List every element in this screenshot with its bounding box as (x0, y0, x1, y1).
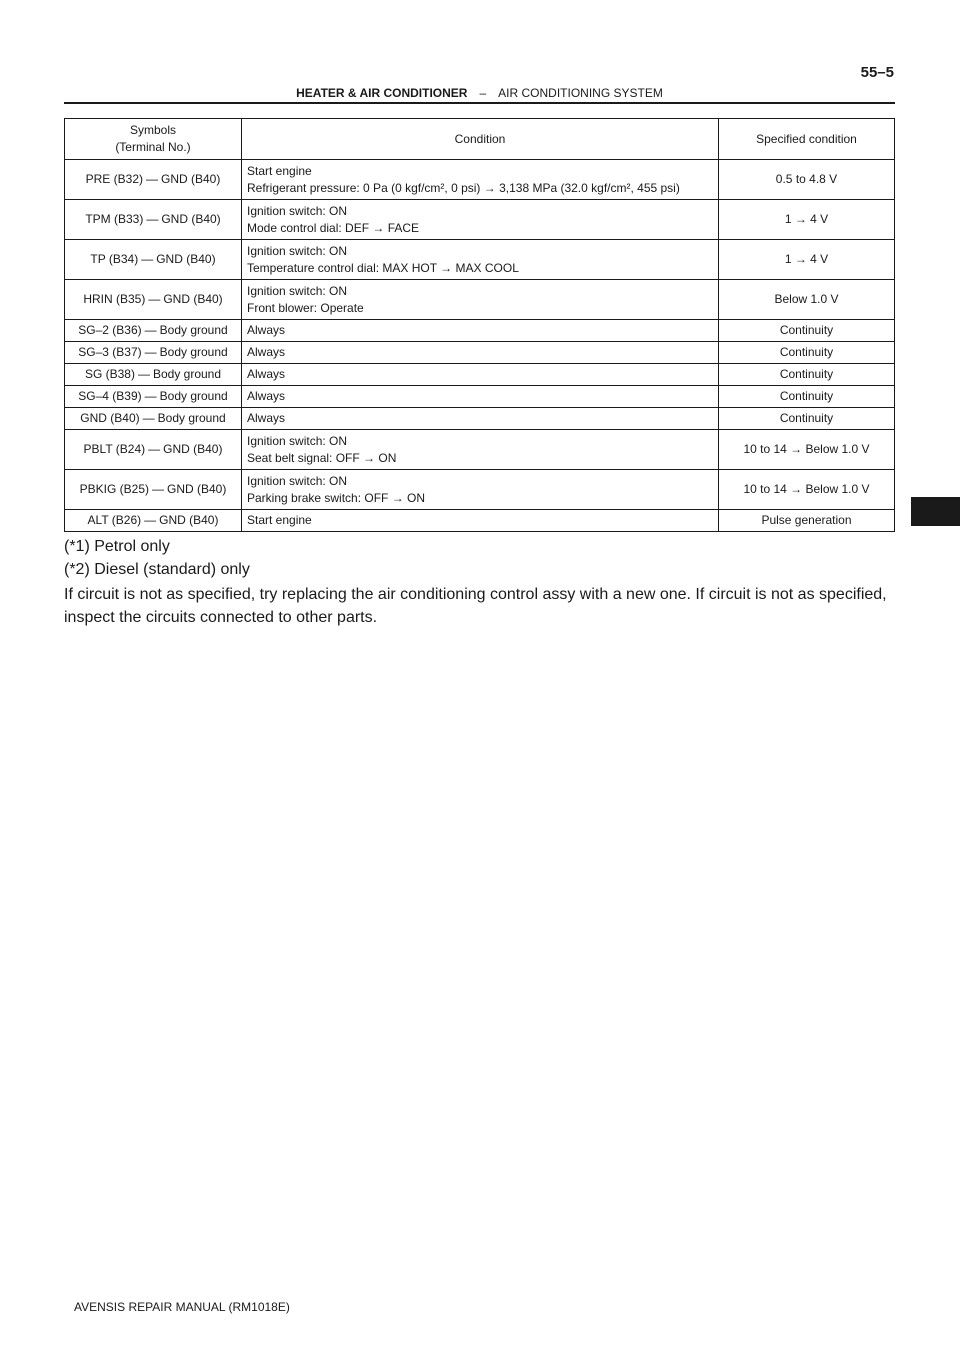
condition-line: Ignition switch: ON (247, 203, 348, 218)
condition-cell (242, 364, 719, 386)
terminal-symbol-cell (65, 160, 242, 200)
terminal-connector: — (148, 292, 161, 306)
condition-cell (242, 320, 719, 342)
table-row (65, 160, 895, 200)
note-petrol: (*1) Petrol only (64, 538, 170, 555)
terminal-to: Body ground (159, 345, 228, 359)
terminal-connector: — (148, 442, 161, 456)
terminal-to: Body ground (152, 367, 222, 381)
condition-cell (242, 342, 719, 364)
subsection-name: AIR CONDITIONING SYSTEM (498, 86, 663, 100)
instruction-paragraph: If circuit is not as specified, try replacing the air conditioning control assy with a new one. If circuit is not as specified, inspect the circuits connected to other parts. (64, 586, 887, 626)
section-separator: – (479, 86, 487, 100)
condition-line: Always (247, 411, 286, 425)
condition-cell (242, 470, 719, 510)
terminal-to: Body ground (159, 323, 228, 337)
terminal-symbol-cell (65, 408, 242, 430)
terminal-to: GND (B40) (163, 442, 223, 456)
header-condition: Condition (242, 119, 719, 160)
terminal-symbol-cell (65, 342, 242, 364)
terminal-symbol-cell (65, 320, 242, 342)
specified-condition-cell: Continuity (719, 342, 895, 364)
table-row (65, 364, 895, 386)
terminal-from: PRE (B32) (85, 172, 143, 186)
condition-line: Refrigerant pressure: 0 Pa (0 kgf/cm², 0 psi) → 3,138 MPa (32.0 kgf/cm², 455 psi) (247, 180, 680, 195)
terminal-from: SG (B38) (84, 367, 135, 381)
terminal-connector: — (141, 252, 154, 266)
terminal-from: SG–4 (B39) (78, 389, 142, 403)
terminal-connector: — (142, 411, 155, 425)
terminal-connector: — (152, 482, 164, 496)
terminal-symbol-cell (65, 430, 242, 470)
header-symbols (65, 119, 242, 160)
terminal-symbol-cell (65, 386, 242, 408)
table-row (65, 240, 895, 280)
terminal-symbol-cell (65, 470, 242, 510)
terminal-symbol-cell (65, 200, 242, 240)
condition-line: Ignition switch: ON (247, 473, 348, 488)
specified-condition-cell: Continuity (719, 386, 895, 408)
terminal-connector: — (137, 367, 150, 381)
table-row (65, 200, 895, 240)
terminal-connector: — (144, 323, 157, 337)
specified-condition-cell: 10 to 14 → Below 1.0 V (719, 430, 895, 470)
condition-cell (242, 280, 719, 320)
terminal-to: GND (B40) (161, 172, 221, 186)
condition-cell (242, 408, 719, 430)
condition-cell (242, 200, 719, 240)
condition-line: Always (247, 345, 286, 359)
condition-line: Always (247, 323, 286, 337)
terminal-inspection-table (64, 118, 895, 532)
condition-line: Ignition switch: ON (247, 283, 348, 298)
condition-line: Temperature control dial: MAX HOT → MAX COOL (247, 260, 519, 275)
table-row (65, 408, 895, 430)
specified-condition-cell: Continuity (719, 408, 895, 430)
condition-line: Always (247, 389, 286, 403)
condition-line: Start engine (247, 513, 312, 527)
terminal-to: GND (B40) (159, 513, 219, 527)
specified-condition-cell: 10 to 14 → Below 1.0 V (719, 470, 895, 510)
specified-condition-cell: 0.5 to 4.8 V (719, 160, 895, 200)
terminal-connector: — (146, 172, 158, 186)
header-symbols-line1: Symbols (129, 123, 176, 137)
specified-condition-cell: Pulse generation (719, 510, 895, 532)
specified-condition-cell: 1 → 4 V (719, 240, 895, 280)
terminal-symbol-cell (65, 510, 242, 532)
section-thumb-tab (911, 497, 960, 526)
condition-cell (242, 160, 719, 200)
condition-line: Ignition switch: ON (247, 433, 348, 448)
condition-line: Mode control dial: DEF → FACE (247, 220, 420, 235)
condition-line: Front blower: Operate (247, 300, 364, 315)
table-row (65, 320, 895, 342)
terminal-connector: — (144, 345, 157, 359)
page-footer: AVENSIS REPAIR MANUAL (RM1018E) (74, 1300, 290, 1314)
specified-condition-cell: Continuity (719, 320, 895, 342)
header-specified-condition: Specified condition (719, 119, 895, 160)
section-name: HEATER & AIR CONDITIONER (296, 86, 468, 100)
terminal-to: GND (B40) (167, 482, 227, 496)
terminal-to: GND (B40) (161, 212, 221, 226)
header-symbols-line2: (Terminal No.) (115, 140, 191, 154)
terminal-from: GND (B40) (80, 411, 140, 425)
table-row (65, 470, 895, 510)
terminal-connector: — (146, 212, 159, 226)
condition-line: Parking brake switch: OFF → ON (247, 490, 426, 505)
condition-cell (242, 510, 719, 532)
terminal-from: SG–2 (B36) (78, 323, 142, 337)
note-diesel: (*2) Diesel (standard) only (64, 561, 250, 578)
specified-condition-cell: Continuity (719, 364, 895, 386)
terminal-connector: — (144, 513, 157, 527)
terminal-to: Body ground (157, 411, 226, 425)
terminal-from: PBLT (B24) (83, 442, 146, 456)
terminal-from: TPM (B33) (85, 212, 144, 226)
condition-line: Seat belt signal: OFF → ON (247, 450, 397, 465)
condition-cell (242, 240, 719, 280)
page-number: 55–5 (860, 64, 894, 81)
condition-line: Ignition switch: ON (247, 243, 348, 258)
specified-condition-cell: Below 1.0 V (719, 280, 895, 320)
terminal-from: HRIN (B35) (83, 292, 146, 306)
page-header (64, 84, 895, 104)
condition-cell (242, 430, 719, 470)
table-body (65, 160, 895, 532)
condition-cell (242, 386, 719, 408)
condition-line: Always (247, 367, 286, 381)
specified-condition-cell: 1 → 4 V (719, 200, 895, 240)
terminal-to: Body ground (159, 389, 228, 403)
terminal-from: SG–3 (B37) (78, 345, 142, 359)
condition-line: Start engine (247, 163, 312, 178)
terminal-connector: — (144, 389, 157, 403)
table-row (65, 386, 895, 408)
terminal-symbol-cell (65, 240, 242, 280)
table-row (65, 342, 895, 364)
terminal-from: TP (B34) (90, 252, 139, 266)
terminal-symbol-cell (65, 280, 242, 320)
table-row (65, 510, 895, 532)
terminal-to: GND (B40) (163, 292, 223, 306)
table-header-row (65, 119, 895, 160)
terminal-from: PBKIG (B25) (79, 482, 149, 496)
table-row (65, 430, 895, 470)
terminal-symbol-cell (65, 364, 242, 386)
section-title (64, 86, 895, 100)
table-row (65, 280, 895, 320)
terminal-to: GND (B40) (156, 252, 216, 266)
terminal-from: ALT (B26) (87, 513, 142, 527)
